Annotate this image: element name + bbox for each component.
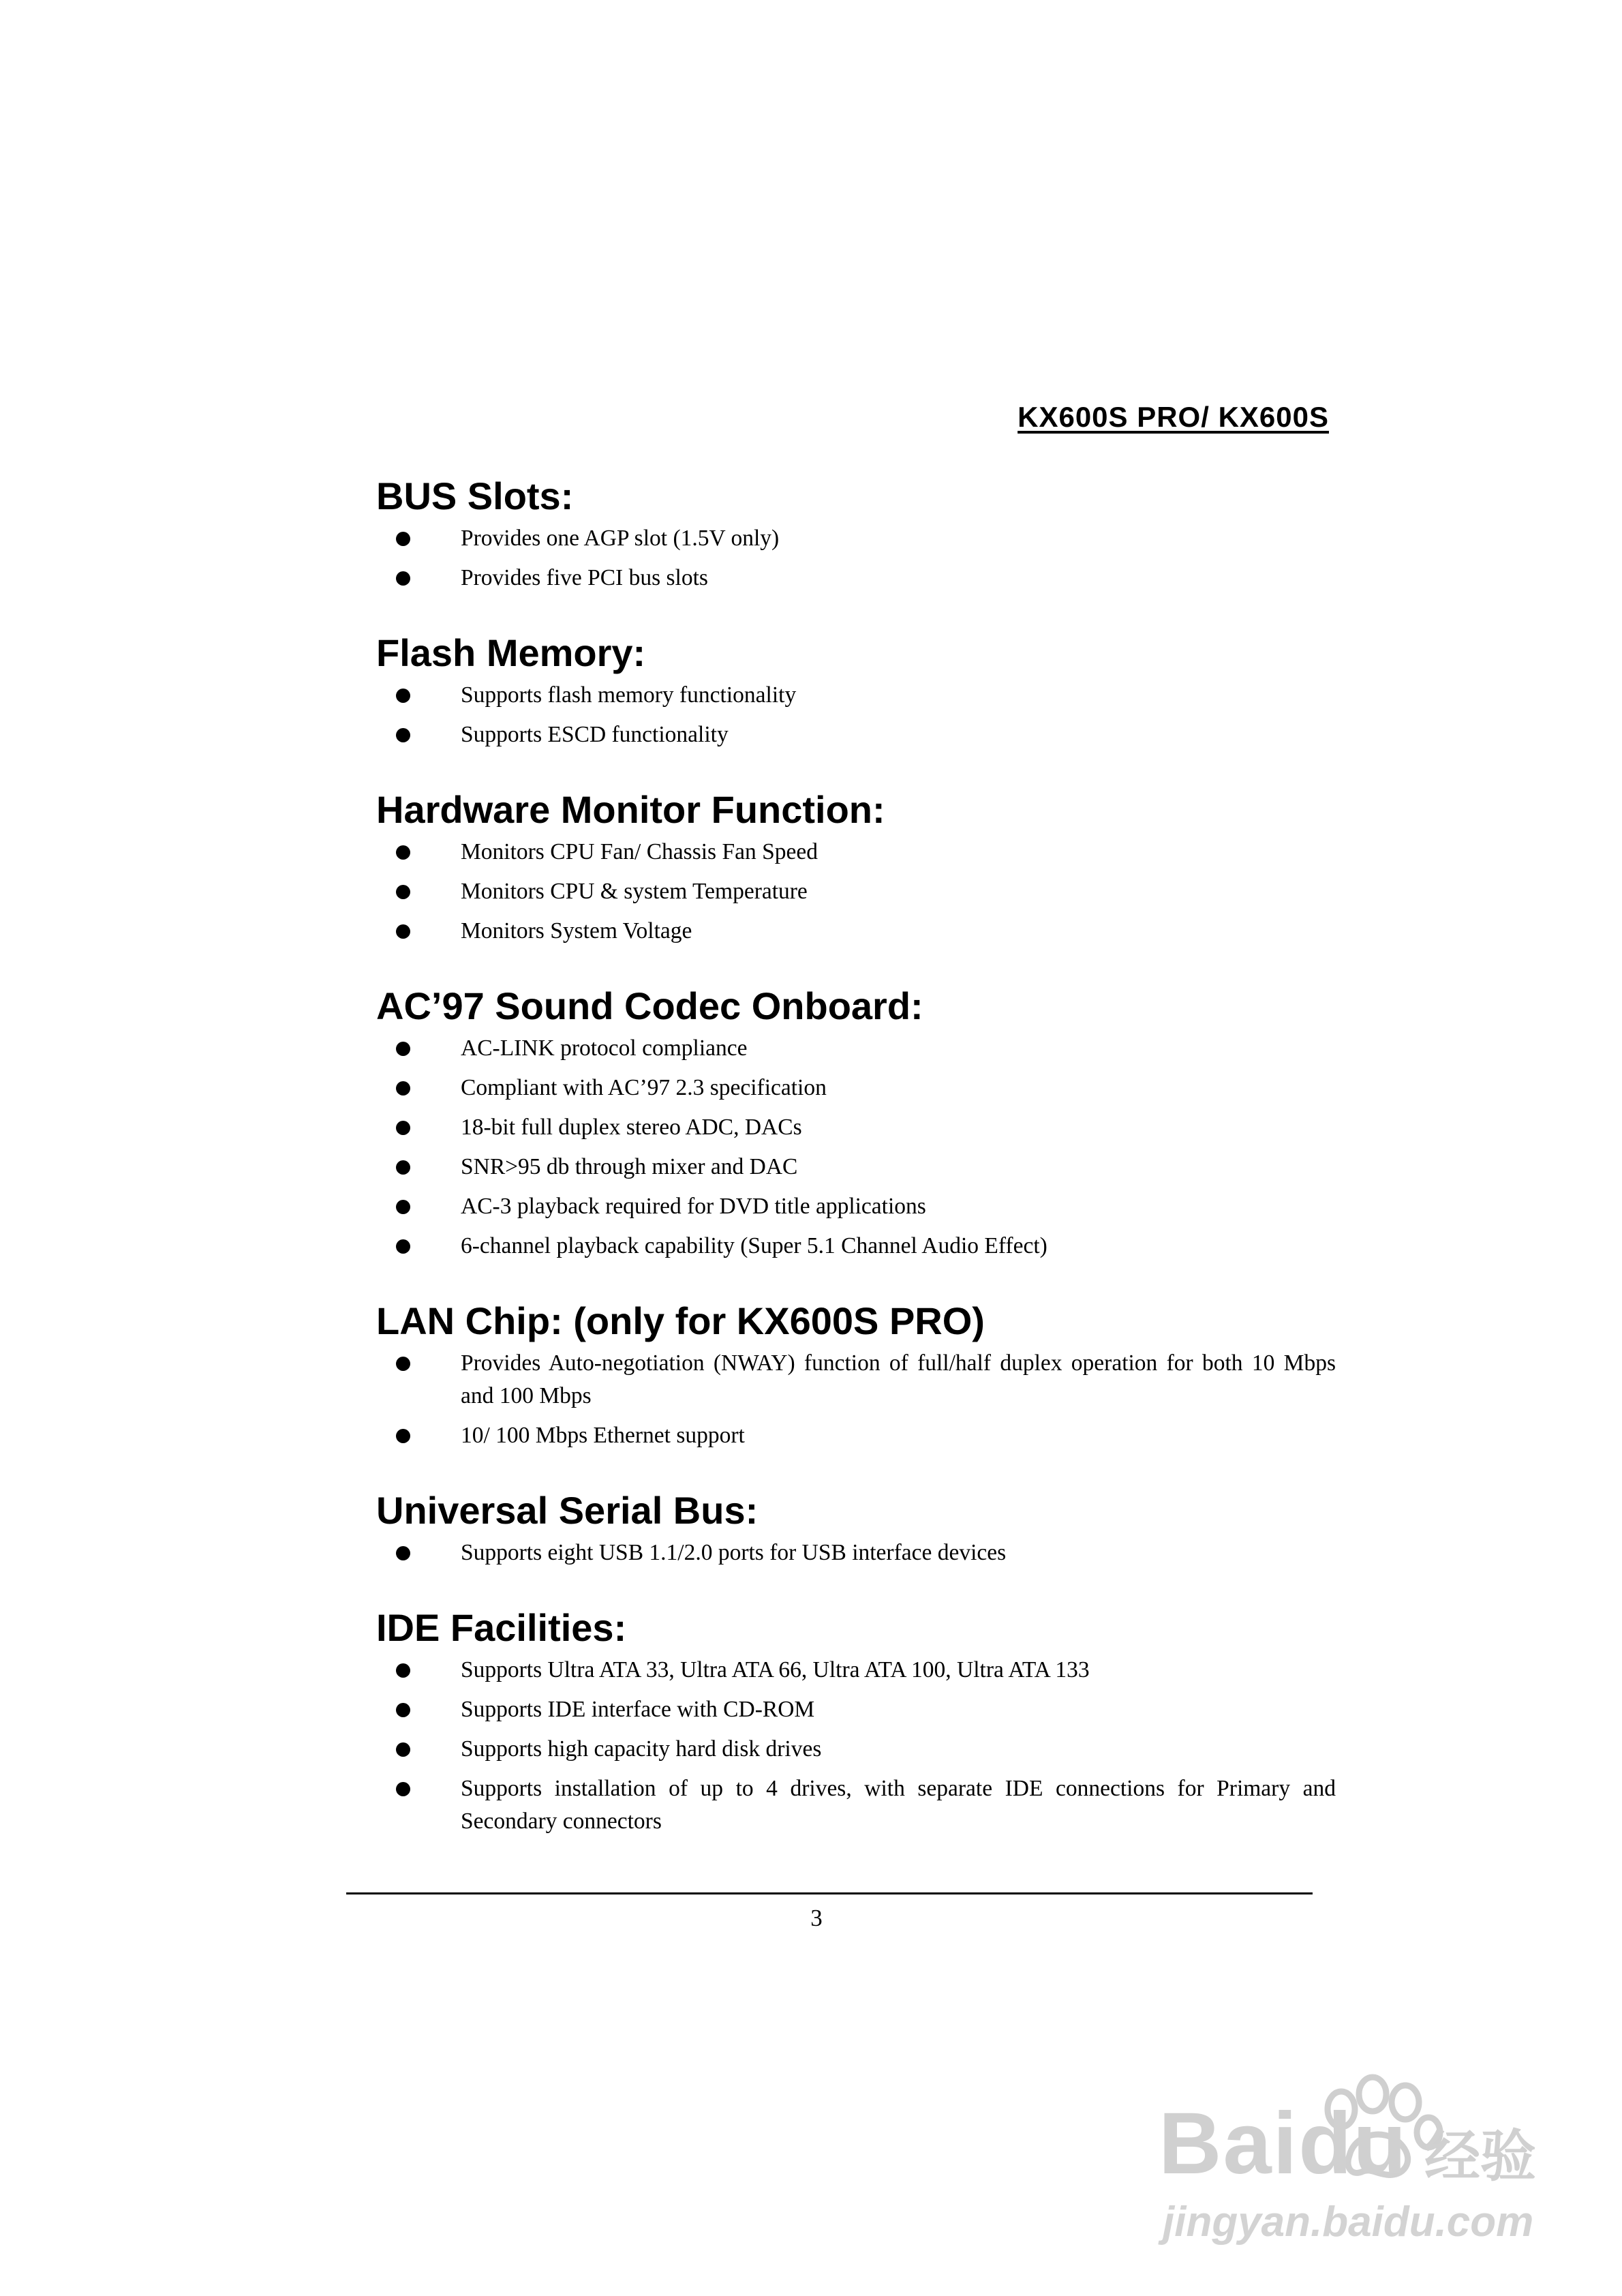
list-item [376,1190,1336,1223]
list-item-text: Compliant with AC’97 2.3 specification [461,1075,827,1100]
list-item [376,1032,1336,1065]
bullet-icon [396,1782,410,1796]
bullet-list [376,836,1336,948]
bullet-icon [396,1742,410,1757]
bullet-icon [396,1663,410,1678]
page-header-model: KX600S PRO/ KX600S [1017,401,1329,433]
bullet-icon [396,845,410,860]
section-flash-memory [376,627,1336,751]
section-title: IDE Facilities: [376,1606,627,1649]
list-item-text: Monitors System Voltage [461,918,692,943]
section-title: Hardware Monitor Function: [376,788,885,831]
list-item-text: 10/ 100 Mbps Ethernet support [461,1423,745,1448]
list-item [376,1733,1336,1766]
list-item [376,1151,1336,1183]
list-item [376,679,1336,712]
list-item-text: Provides one AGP slot (1.5V only) [461,526,780,551]
section-title: BUS Slots: [376,474,574,517]
bullet-icon [396,1429,410,1443]
bullet-icon [396,1546,410,1560]
bullet-list [376,1537,1336,1569]
list-item-text: Supports flash memory functionality [461,682,797,708]
list-item [376,836,1336,868]
bullet-list [376,522,1336,594]
list-item-text: Supports high capacity hard disk drives [461,1736,822,1762]
section-hardware-monitor [376,784,1336,948]
section-sound-codec [376,980,1336,1263]
list-item-text: Provides Auto-negotiation (NWAY) function of full/half duplex operation for both 10 Mbps and 100 Mbps [461,1350,1336,1408]
section-lan-chip [376,1295,1336,1452]
baidu-watermark [1152,2066,1561,2270]
list-item-text: Supports Ultra ATA 33, Ultra ATA 66, Ultra ATA 100, Ultra ATA 133 [461,1657,1090,1682]
section-title: LAN Chip: (only for KX600S PRO) [376,1299,985,1342]
list-item [376,1072,1336,1104]
list-item-text: AC-LINK protocol compliance [461,1036,748,1061]
list-item [376,562,1336,594]
list-item [376,1772,1336,1838]
list-item [376,1419,1336,1452]
section-title: Universal Serial Bus: [376,1489,759,1532]
list-item-text: Provides five PCI bus slots [461,565,708,590]
bullet-icon [396,689,410,703]
bullet-icon [396,1081,410,1096]
watermark-brand: Baidu [1159,2095,1408,2192]
watermark-suffix: 经验 [1424,2124,1537,2189]
list-item-text: AC-3 playback required for DVD title applications [461,1194,926,1219]
list-item [376,1537,1336,1569]
list-item [376,875,1336,908]
bullet-icon [396,885,410,899]
list-item-text: 18-bit full duplex stereo ADC, DACs [461,1115,802,1140]
list-item [376,1111,1336,1144]
spec-content [376,470,1336,1871]
watermark-domain: jingyan.baidu.com [1163,2199,1534,2246]
section-title: Flash Memory: [376,631,646,674]
bullet-icon [396,1357,410,1371]
bullet-icon [396,924,410,939]
section-title: AC’97 Sound Codec Onboard: [376,984,923,1027]
footer-divider [346,1892,1313,1894]
list-item-text: Monitors CPU & system Temperature [461,879,808,904]
list-item-text: 6-channel playback capability (Super 5.1 Channel Audio Effect) [461,1233,1047,1258]
bullet-list [376,1654,1336,1838]
bullet-icon [396,1121,410,1135]
bullet-list [376,1032,1336,1263]
list-item-text: SNR>95 db through mixer and DAC [461,1154,798,1179]
bullet-list [376,1347,1336,1452]
bullet-icon [396,728,410,742]
list-item [376,1347,1336,1413]
bullet-icon [396,1200,410,1214]
list-item-text: Supports IDE interface with CD-ROM [461,1697,815,1722]
bullet-icon [396,1042,410,1056]
section-ide-facilities [376,1602,1336,1838]
list-item [376,915,1336,948]
list-item-text: Supports eight USB 1.1/2.0 ports for USB interface devices [461,1540,1007,1565]
list-item-text: Monitors CPU Fan/ Chassis Fan Speed [461,839,818,864]
list-item [376,1693,1336,1726]
bullet-icon [396,1239,410,1254]
section-usb [376,1485,1336,1569]
list-item-text: Supports installation of up to 4 drives, with separate IDE connections for Primary and Secondary connectors [461,1776,1336,1834]
list-item [376,522,1336,555]
section-bus-slots [376,470,1336,594]
list-item [376,719,1336,751]
bullet-icon [396,532,410,546]
bullet-list [376,679,1336,751]
bullet-icon [396,1160,410,1175]
list-item [376,1654,1336,1687]
bullet-icon [396,571,410,586]
bullet-icon [396,1703,410,1717]
page-number: 3 [810,1905,823,1931]
list-item-text: Supports ESCD functionality [461,722,729,747]
list-item [376,1230,1336,1263]
